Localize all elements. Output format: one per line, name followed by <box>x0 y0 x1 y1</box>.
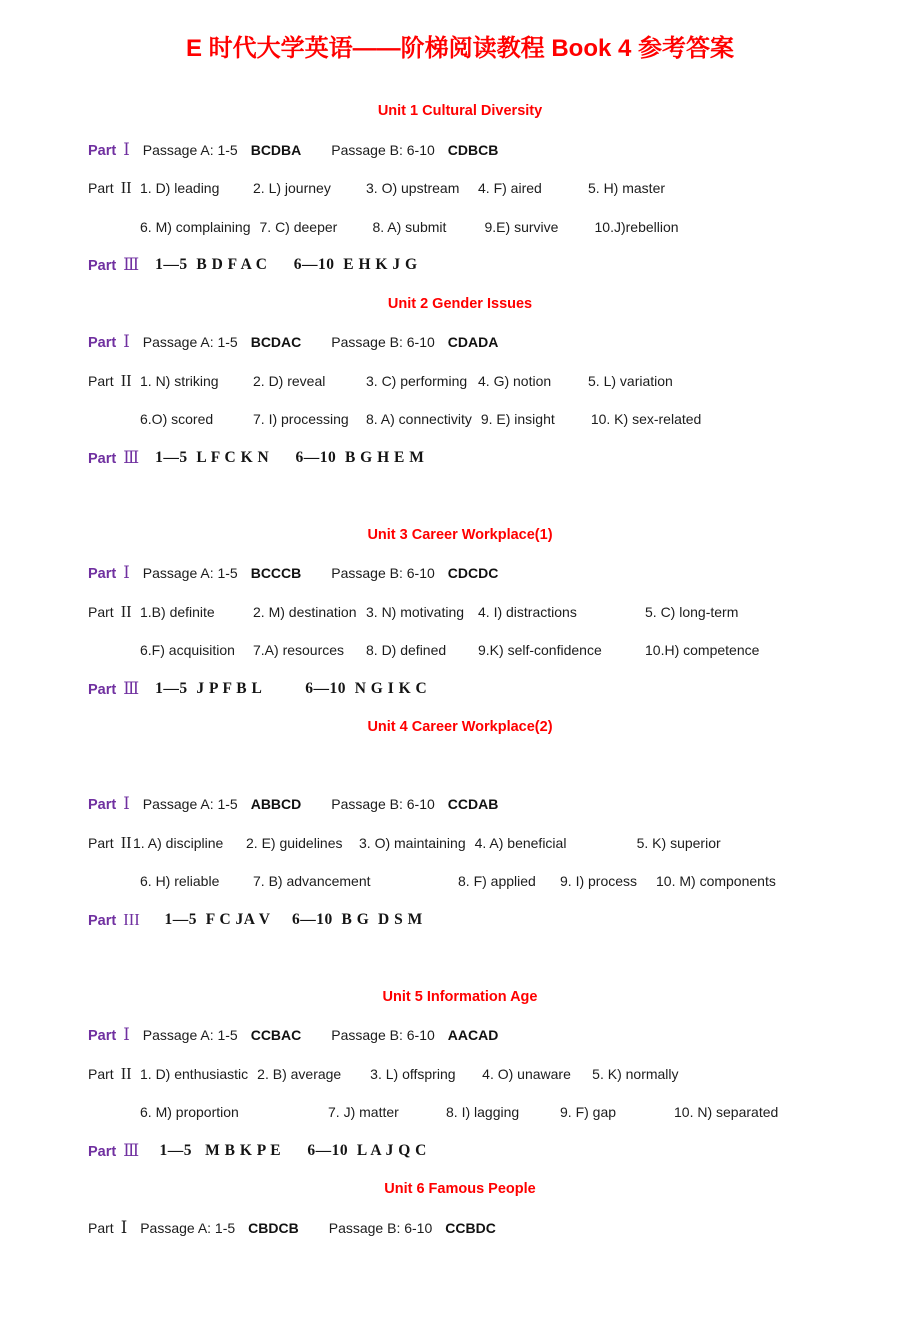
vocab-item: 4. G) notion <box>478 372 552 389</box>
part-numeral: II <box>120 601 132 621</box>
part-label <box>88 679 139 699</box>
part2-row-1 <box>0 362 920 401</box>
part1-row <box>0 1209 920 1248</box>
part-numeral: II <box>120 832 132 852</box>
vocab-item: 3. L) offspring <box>370 1065 456 1082</box>
part-label <box>88 794 130 814</box>
vocab-item: 6.O) scored <box>140 411 214 428</box>
blank-line <box>0 747 920 786</box>
vocab-item: 10.H) competence <box>645 642 760 659</box>
unit-heading-row <box>0 708 920 747</box>
part2-row-1 <box>0 824 920 863</box>
part1-row <box>0 1016 920 1055</box>
vocab-item: 5. K) superior <box>636 834 721 851</box>
part-label <box>88 1141 139 1161</box>
vocab-item: 2. D) reveal <box>253 372 326 389</box>
vocab-item: 8. F) applied <box>458 873 536 890</box>
vocab-item: 2. M) destination <box>253 603 357 620</box>
part-numeral: Ⅲ <box>123 678 140 698</box>
part-numeral: II <box>120 1063 132 1083</box>
vocab-item: 5. H) master <box>588 180 666 197</box>
part2-row-2 <box>0 208 920 247</box>
part1-row <box>0 323 920 362</box>
part3-answers: 1—5 L F C K N 6—10 B G H E M <box>155 448 425 466</box>
part-word: Part <box>88 450 117 467</box>
passage-b-label: Passage B: 6-10 <box>331 565 435 582</box>
unit-heading: Unit 1 Cultural Diversity <box>377 103 543 120</box>
vocab-item: 10. N) separated <box>674 1104 779 1121</box>
part-word: Part <box>88 797 117 814</box>
part-word: Part <box>88 180 114 197</box>
part2-row-2 <box>0 400 920 439</box>
vocab-item: 1.B) definite <box>140 603 215 620</box>
vocab-item: 9.K) self-confidence <box>478 642 602 659</box>
unit-heading: Unit 5 Information Age <box>382 988 538 1005</box>
part3-answers: 1—5 J P F B L 6—10 N G I K C <box>155 679 428 697</box>
vocab-item: 7. J) matter <box>328 1104 399 1121</box>
passage-a-answers: BCCCB <box>250 565 302 582</box>
vocab-item: 10. M) components <box>656 873 776 890</box>
passage-b-label: Passage B: 6-10 <box>331 796 435 813</box>
part2-row-2 <box>0 862 920 901</box>
unit-heading-row <box>0 516 920 555</box>
part-word: Part <box>88 258 117 275</box>
vocab-item: 2. B) average <box>257 1065 342 1082</box>
part-numeral: Ⅲ <box>123 1140 140 1160</box>
part-label <box>88 255 139 275</box>
passage-b-answers: CDBCB <box>447 141 499 158</box>
passage-a-answers: ABBCD <box>250 796 302 813</box>
part-numeral: Ⅲ <box>123 447 140 467</box>
passage-b-answers: CDADA <box>447 334 499 351</box>
passage-b-label: Passage B: 6-10 <box>328 1219 433 1236</box>
part-word: Part <box>88 681 117 698</box>
part-label <box>88 910 140 930</box>
passage-a-label: Passage A: 1-5 <box>142 141 238 158</box>
unit-heading-row <box>0 92 920 131</box>
vocab-item: 8. D) defined <box>366 642 447 659</box>
part-numeral: II <box>120 178 132 198</box>
part-numeral: Ⅰ <box>123 563 130 583</box>
part-word: Part <box>88 1028 117 1045</box>
part3-row <box>0 901 920 940</box>
unit-heading-row <box>0 285 920 324</box>
unit-heading-row <box>0 978 920 1017</box>
unit-heading: Unit 3 Career Workplace(1) <box>367 526 553 543</box>
part-label <box>88 1025 130 1045</box>
vocab-item: 6.F) acquisition <box>140 642 235 659</box>
part-word: Part <box>88 335 117 352</box>
part-word: Part <box>88 566 117 583</box>
passage-a-answers: BCDAC <box>250 334 302 351</box>
vocab-item: 1. A) discipline <box>133 834 224 851</box>
passage-b-answers: CCBDC <box>445 1219 496 1236</box>
vocab-item: 8. I) lagging <box>446 1104 520 1121</box>
part3-row <box>0 1132 920 1171</box>
vocab-item: 4. O) unaware <box>482 1065 571 1082</box>
vocab-item: 1. D) leading <box>140 180 220 197</box>
vocab-item: 3. N) motivating <box>366 603 465 620</box>
part-numeral: Ⅰ <box>123 332 130 352</box>
vocab-item: 1. D) enthusiastic <box>140 1065 249 1082</box>
part-label <box>88 448 139 468</box>
part-label <box>88 140 130 160</box>
vocab-item: 3. C) performing <box>366 372 468 389</box>
part-numeral: Ⅰ <box>123 1025 130 1045</box>
unit-heading: Unit 4 Career Workplace(2) <box>367 719 553 736</box>
vocab-item: 3. O) maintaining <box>359 834 466 851</box>
part3-answers: 1—5 B D F A C 6—10 E H K J G <box>155 256 418 274</box>
part3-row <box>0 439 920 478</box>
vocab-item: 5. K) normally <box>592 1065 679 1082</box>
part-label <box>88 1218 127 1238</box>
part-word: Part <box>88 1065 114 1082</box>
part2-row-1 <box>0 1055 920 1094</box>
vocab-item: 6. M) complaining <box>140 218 251 235</box>
part-word: Part <box>88 912 117 929</box>
part2-row-1 <box>0 593 920 632</box>
part2-row-2 <box>0 1093 920 1132</box>
vocab-item: 9. E) insight <box>480 411 555 428</box>
part3-row <box>0 246 920 285</box>
page-title: E 时代大学英语——阶梯阅读教程 Book 4 参考答案 <box>185 35 735 62</box>
part-label <box>88 371 140 391</box>
part-label <box>88 332 130 352</box>
answer-key-content <box>0 92 920 1247</box>
unit-heading: Unit 2 Gender Issues <box>387 295 533 312</box>
blank-line <box>0 939 920 978</box>
part-label <box>88 563 130 583</box>
passage-b-answers: CCDAB <box>447 796 499 813</box>
part2-row-1 <box>0 169 920 208</box>
vocab-item: 8. A) connectivity <box>366 411 472 428</box>
part-numeral: III <box>123 909 140 929</box>
passage-b-answers: CDCDC <box>447 565 499 582</box>
vocab-item: 9. F) gap <box>560 1104 617 1121</box>
part-word: Part <box>88 834 114 851</box>
passage-b-answers: AACAD <box>447 1027 499 1044</box>
vocab-item: 9.E) survive <box>484 218 559 235</box>
part1-row <box>0 785 920 824</box>
part3-row <box>0 670 920 709</box>
vocab-item: 10.J)rebellion <box>594 218 679 235</box>
part-numeral: Ⅰ <box>123 139 130 159</box>
part-label <box>88 833 133 853</box>
passage-a-label: Passage A: 1-5 <box>142 565 238 582</box>
passage-a-label: Passage A: 1-5 <box>142 1027 238 1044</box>
vocab-item: 8. A) submit <box>372 218 447 235</box>
vocab-item: 7. I) processing <box>253 411 349 428</box>
vocab-item: 2. L) journey <box>253 180 331 197</box>
part1-row <box>0 131 920 170</box>
passage-b-label: Passage B: 6-10 <box>331 334 435 351</box>
part2-row-2 <box>0 631 920 670</box>
vocab-item: 7. C) deeper <box>259 218 338 235</box>
document-page <box>0 34 920 1336</box>
part-word: Part <box>88 1219 114 1236</box>
vocab-item: 10. K) sex-related <box>590 411 702 428</box>
part-label <box>88 602 140 622</box>
part-label <box>88 178 140 198</box>
vocab-item: 4. I) distractions <box>478 603 577 620</box>
part3-answers: 1—5 M B K P E 6—10 L A J Q C <box>155 1141 427 1159</box>
passage-a-answers: CBDCB <box>248 1219 299 1236</box>
part-word: Part <box>88 603 114 620</box>
vocab-item: 4. F) aired <box>478 180 542 197</box>
passage-a-answers: BCDBA <box>250 141 302 158</box>
vocab-item: 7.A) resources <box>253 642 345 659</box>
vocab-item: 7. B) advancement <box>253 873 371 890</box>
passage-a-answers: CCBAC <box>250 1027 302 1044</box>
vocab-item: 4. A) beneficial <box>474 834 567 851</box>
passage-b-label: Passage B: 6-10 <box>331 141 435 158</box>
part-word: Part <box>88 1143 117 1160</box>
part3-answers: 1—5 F C JA V 6—10 B G D S M <box>155 910 423 928</box>
part-label <box>88 1064 140 1084</box>
unit-heading-row <box>0 1170 920 1209</box>
part-numeral: II <box>120 370 132 390</box>
unit-heading: Unit 6 Famous People <box>384 1181 536 1198</box>
vocab-item: 9. I) process <box>560 873 638 890</box>
part1-row <box>0 554 920 593</box>
part-numeral: Ⅲ <box>123 255 140 275</box>
vocab-item: 5. L) variation <box>588 372 673 389</box>
passage-b-label: Passage B: 6-10 <box>331 1027 435 1044</box>
part-word: Part <box>88 372 114 389</box>
vocab-item: 6. H) reliable <box>140 873 220 890</box>
passage-a-label: Passage A: 1-5 <box>142 334 238 351</box>
part-numeral: Ⅰ <box>123 794 130 814</box>
part-word: Part <box>88 142 117 159</box>
vocab-item: 1. N) striking <box>140 372 219 389</box>
passage-a-label: Passage A: 1-5 <box>142 796 238 813</box>
vocab-item: 6. M) proportion <box>140 1104 239 1121</box>
passage-a-label: Passage A: 1-5 <box>140 1219 236 1236</box>
vocab-item: 5. C) long-term <box>645 603 739 620</box>
blank-line <box>0 477 920 516</box>
vocab-item: 3. O) upstream <box>366 180 460 197</box>
part-numeral: Ⅰ <box>120 1217 128 1237</box>
vocab-item: 2. E) guidelines <box>246 834 343 851</box>
